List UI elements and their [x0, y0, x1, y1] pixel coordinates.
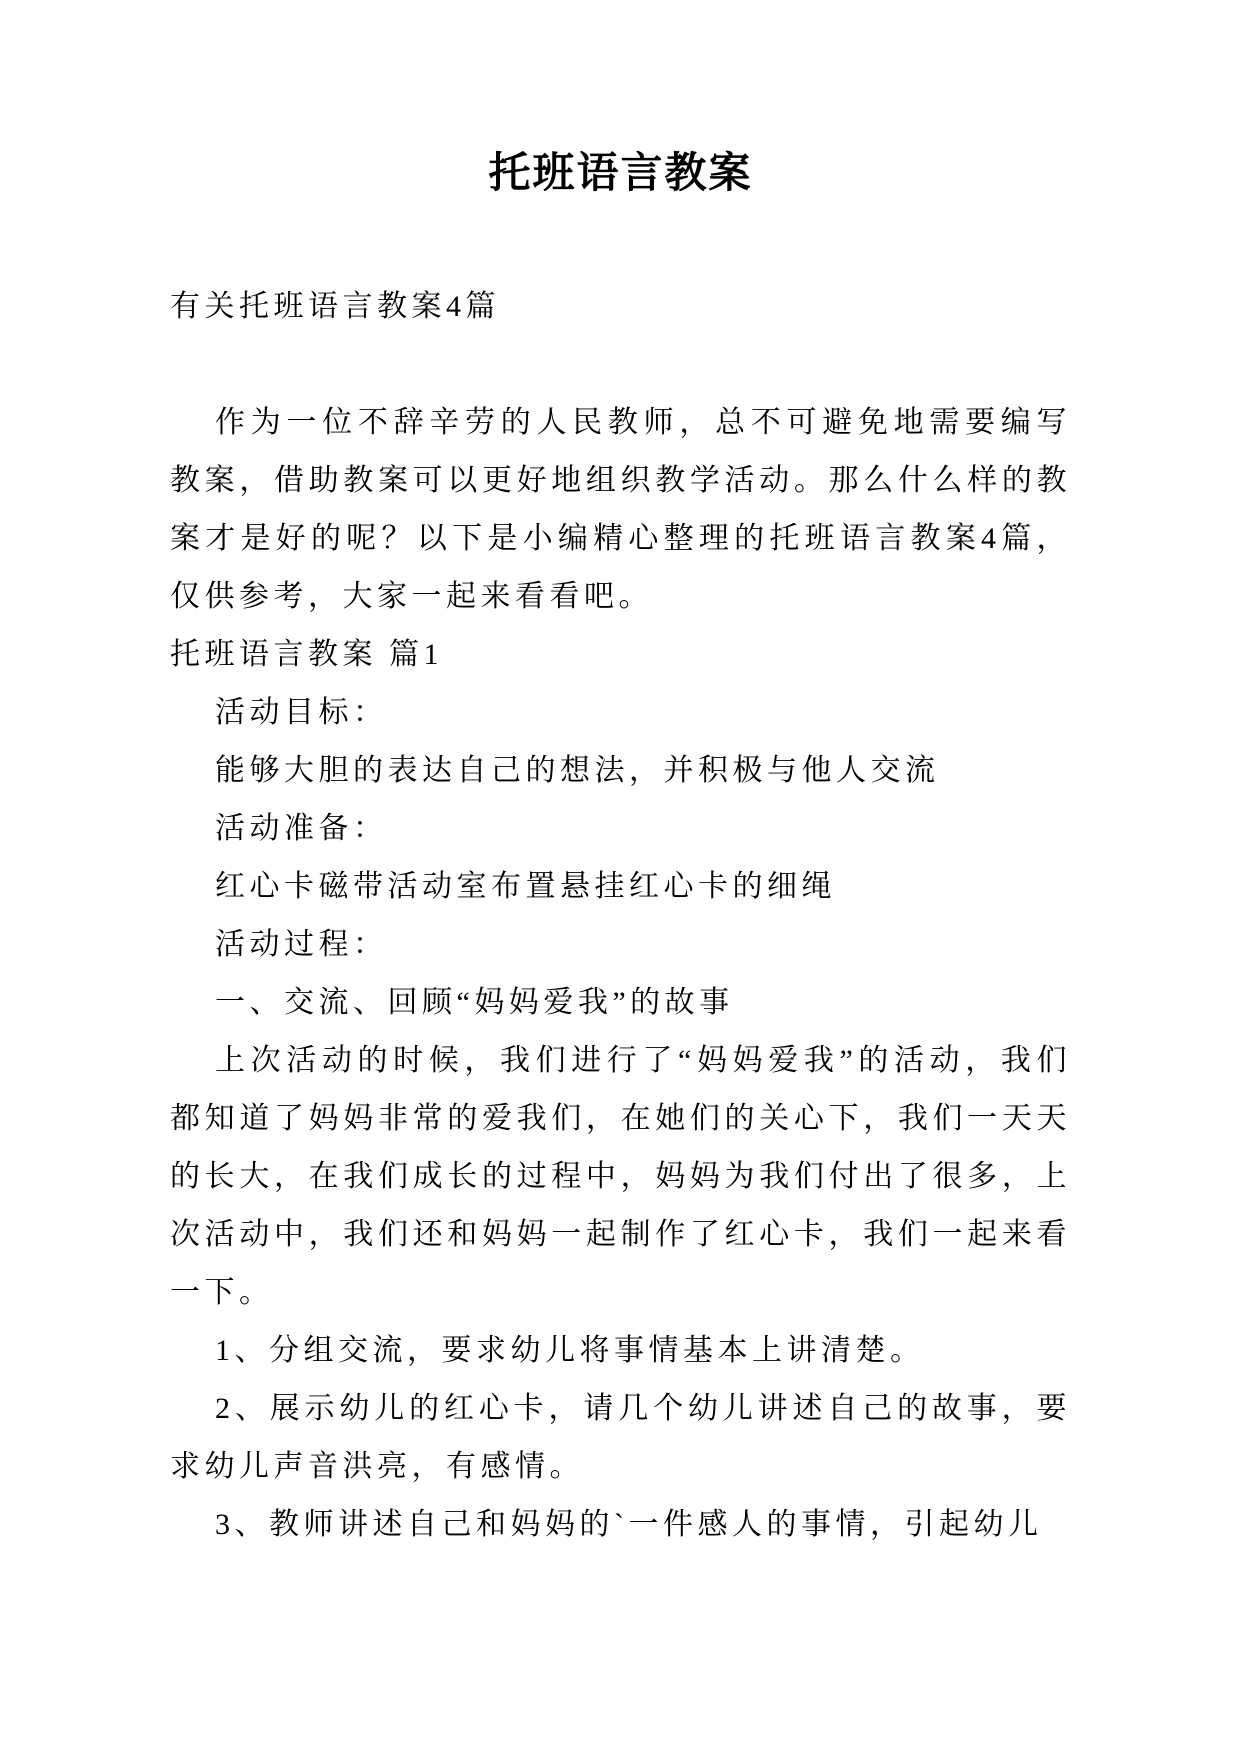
section-heading-chapter-1: 托班语言教案 篇1 — [170, 638, 443, 671]
activity-preparation-text: 红心卡磁带活动室布置悬挂红心卡的细绳 — [215, 870, 836, 903]
process-item-3: 3、教师讲述自己和妈妈的`一件感人的事情，引起幼儿 — [215, 1508, 1043, 1541]
label-activity-process: 活动过程： — [215, 928, 388, 961]
process-step-1-text: 上次活动的时候，我们进行了“妈妈爱我”的活动，我们都知道了妈妈非常的爱我们，在她们的关心下，我们一天天的长大，在我们成长的过程中，妈妈为我们付出了很多，上次活动中，我们还和妈妈一起制作了红心卡，我们一起来看一下。 — [170, 1044, 1071, 1309]
process-step-1-heading: 一、交流、回顾“妈妈爱我”的故事 — [215, 986, 734, 1019]
process-item-1: 1、分组交流，要求幼儿将事情基本上讲清楚。 — [215, 1334, 925, 1367]
process-item-2: 2、展示幼儿的红心卡，请几个幼儿讲述自己的故事，要求幼儿声音洪亮，有感情。 — [170, 1392, 1071, 1483]
activity-goals-text: 能够大胆的表达自己的想法，并积极与他人交流 — [215, 754, 940, 787]
label-activity-preparation: 活动准备： — [215, 812, 388, 845]
label-activity-goals: 活动目标： — [215, 696, 388, 729]
page-title: 托班语言教案 — [488, 151, 753, 197]
doc-subtitle: 有关托班语言教案4篇 — [170, 290, 500, 323]
intro-paragraph: 作为一位不辞辛劳的人民教师，总不可避免地需要编写教案，借助教案可以更好地组织教学活动。那么什么样的教案才是好的呢？以下是小编精心整理的托班语言教案4篇，仅供参考，大家一起来看看吧。 — [170, 406, 1071, 613]
document-body — [170, 278, 1071, 1554]
